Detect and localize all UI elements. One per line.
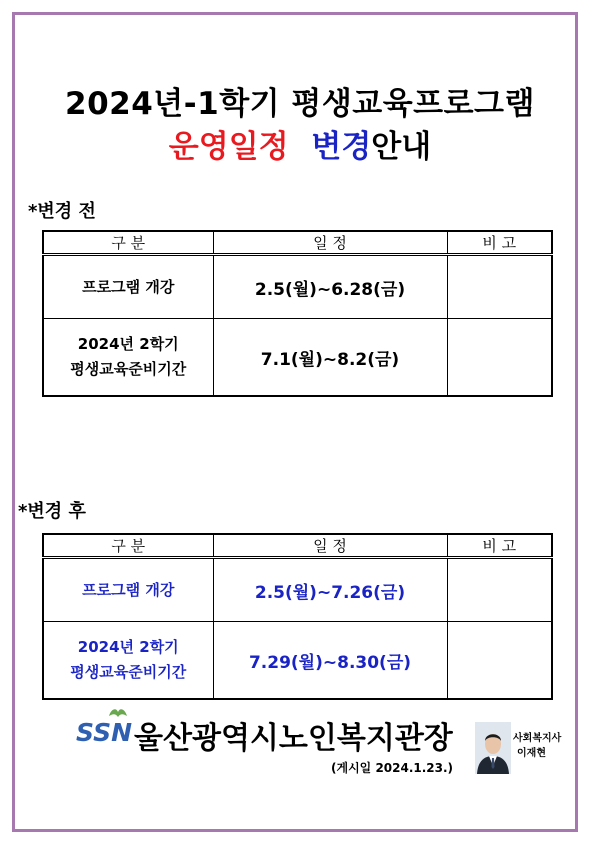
table-row — [43, 319, 552, 397]
schedule-cell: 2.5(월)~6.28(금) — [213, 255, 447, 319]
header-note: 비 고 — [447, 231, 552, 255]
subtitle-black-part: 안내 — [371, 129, 432, 165]
schedule-table-before — [42, 230, 553, 397]
schedule-table-after — [42, 533, 553, 700]
category-line2: 평생교육준비기간 — [70, 360, 187, 378]
subtitle-red-part: 운영일정 — [168, 129, 289, 165]
staff-photo — [475, 722, 511, 774]
header-category: 구 분 — [43, 231, 213, 255]
note-cell — [447, 558, 552, 622]
schedule-cell: 2.5(월)~7.26(금) — [213, 558, 447, 622]
category-cell: 프로그램 개강 — [43, 255, 213, 319]
subtitle-blue-part: 변경 — [311, 129, 372, 165]
role-title: 사회복지사 — [513, 733, 562, 744]
organization-name: 울산광역시노인복지관장 — [134, 721, 453, 756]
section-label-after: *변경 후 — [18, 501, 86, 522]
schedule-cell: 7.1(월)~8.2(금) — [213, 319, 447, 397]
leaf-icon — [107, 706, 129, 718]
note-cell — [447, 319, 552, 397]
subtitle — [0, 121, 600, 166]
category-line1: 2024년 2학기 — [77, 335, 179, 353]
table-row — [43, 255, 552, 319]
header-schedule: 일 정 — [213, 534, 447, 558]
ssn-logo: SSN — [76, 718, 133, 747]
category-cell — [43, 319, 213, 397]
category-cell: 프로그램 개강 — [43, 558, 213, 622]
posted-date: (게시일 2024.1.23.) — [331, 761, 454, 775]
section-label-before: *변경 전 — [28, 201, 96, 222]
staff-name: 이재현 — [517, 748, 546, 759]
staff-credit — [513, 731, 561, 761]
category-line2: 평생교육준비기간 — [70, 663, 187, 681]
category-cell — [43, 622, 213, 700]
main-title: 2024년-1학기 평생교육프로그램 — [65, 86, 535, 122]
table-row — [43, 558, 552, 622]
header-schedule: 일 정 — [213, 231, 447, 255]
table-row — [43, 622, 552, 700]
category-line1: 2024년 2학기 — [77, 638, 179, 656]
schedule-cell: 7.29(월)~8.30(금) — [213, 622, 447, 700]
header-note: 비 고 — [447, 534, 552, 558]
note-cell — [447, 255, 552, 319]
note-cell — [447, 622, 552, 700]
header-category: 구 분 — [43, 534, 213, 558]
